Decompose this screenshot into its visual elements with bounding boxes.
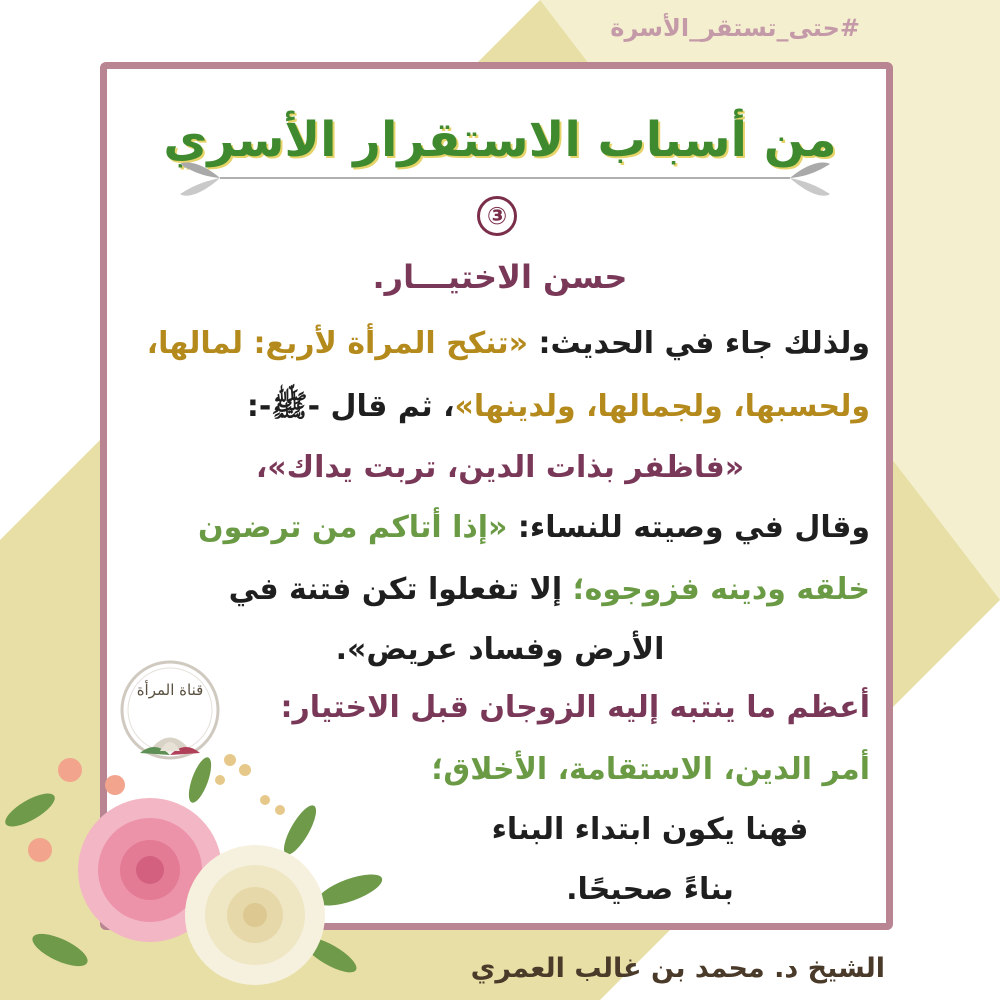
text-line-4 xyxy=(140,510,870,545)
text-line-1-b: «تنكح المرأة لأربع: لمالها، xyxy=(146,326,529,361)
text-line-2-b: ، ثم قال -ﷺ-: xyxy=(246,389,455,424)
flowers-decoration xyxy=(0,740,420,1000)
section-number-badge: ③ xyxy=(477,196,517,236)
text-line-10: بناءً صحيحًا. xyxy=(566,872,734,907)
subtitle: حسن الاختيـــار. xyxy=(372,258,628,296)
hashtag: #حتى_تستقر_الأسرة xyxy=(610,14,860,42)
page-title: من أسباب الاستقرار الأسري xyxy=(163,112,837,168)
text-line-4-b: «إذا أتاكم من ترضون xyxy=(198,510,508,545)
text-line-7: أعظم ما ينتبه إليه الزوجان قبل الاختيار: xyxy=(280,690,870,725)
text-line-4-a: وقال في وصيته للنساء: xyxy=(507,510,870,545)
text-line-5-a: خلقه ودينه فزوجوه؛ xyxy=(562,572,870,607)
author-signature: الشيخ د. محمد بن غالب العمري xyxy=(470,953,885,984)
logo-label: قناة المرأة xyxy=(136,681,204,699)
text-line-1 xyxy=(140,326,870,361)
text-line-5-b: إلا تفعلوا تكن فتنة في xyxy=(228,572,563,607)
text-line-2 xyxy=(140,388,870,431)
text-line-2-a: ولحسبها، ولجمالها، ولدينها» xyxy=(454,389,870,424)
text-line-6: الأرض وفساد عريض». xyxy=(335,632,665,667)
text-line-9: فهنا يكون ابتداء البناء xyxy=(491,812,809,847)
ornamental-divider xyxy=(180,156,830,202)
text-line-3: «فاظفر بذات الدين، تربت يداك»، xyxy=(255,450,745,485)
text-line-8: أمر الدين، الاستقامة، الأخلاق؛ xyxy=(431,752,870,787)
text-line-5 xyxy=(140,572,870,607)
text-line-1-a: ولذلك جاء في الحديث: xyxy=(528,326,870,361)
